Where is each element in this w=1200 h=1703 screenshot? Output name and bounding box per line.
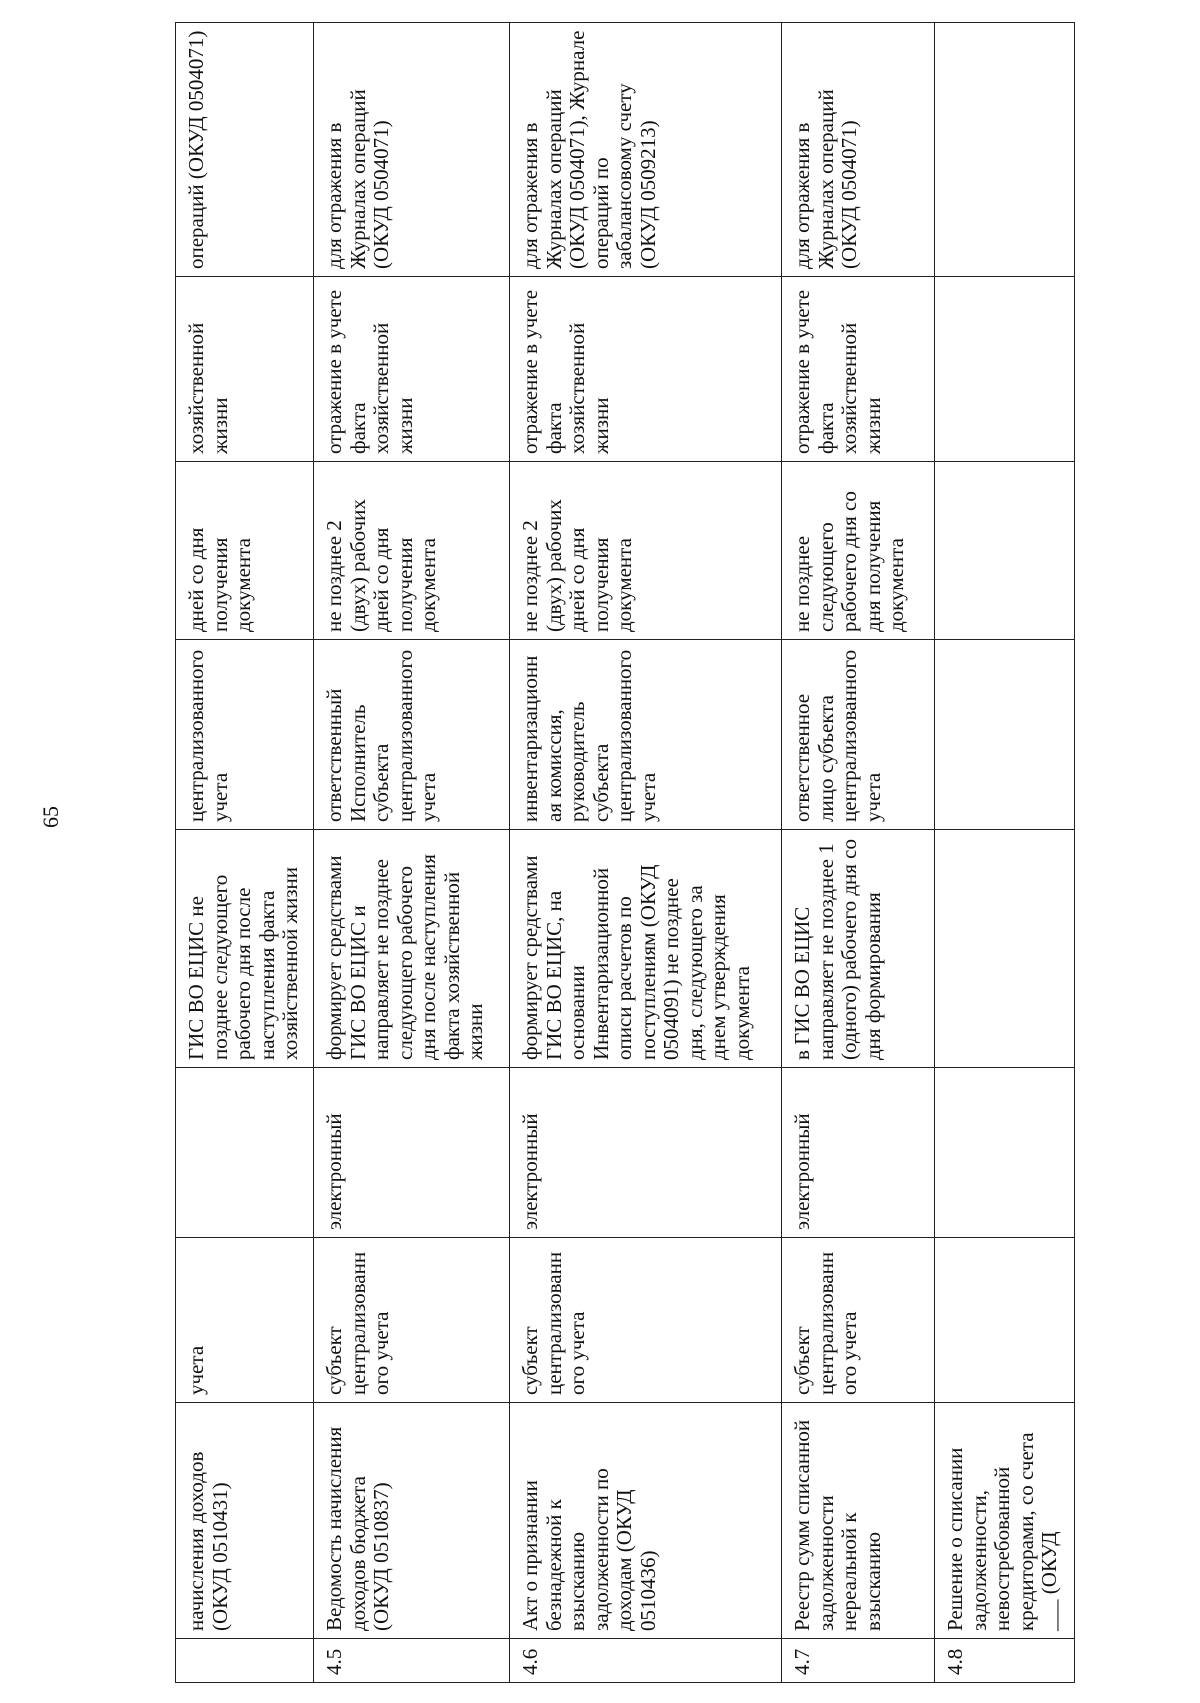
document-name-cell: Решение о списании задолженности, невостребованной кредиторами, со счета ___ (ОКУД [935,1403,1075,1639]
deadline-cell: не позднее следующего рабочего дня со дня получения документа [782,462,935,640]
row-number-cell: 4.5 [314,1639,510,1683]
procedure-cell: формирует средствами ГИС ВО ЕЦИС, на основании Инвентаризационной описи расчетов по поступлениям (ОКУД 0504091) не позднее дня, следующего за днем утверждения документа [510,830,782,1068]
recipient-cell: централизованного учета [176,640,314,830]
form-cell: электронный [314,1068,510,1238]
purpose-cell: отражение в учете факта хозяйственной жизни [782,277,935,462]
procedure-cell: ГИС ВО ЕЦИС не позднее следующего рабочего дня после наступления факта хозяйственной жизни [176,830,314,1068]
registers-cell: для отражения в Журналах операций (ОКУД 0504071) [782,23,935,277]
deadline-cell [935,462,1075,640]
table-row [782,23,935,1683]
form-cell [935,1068,1075,1238]
purpose-cell: отражение в учете факта хозяйственной жизни [314,277,510,462]
document-name-cell: начисления доходов (ОКУД 0510431) [176,1403,314,1639]
procedure-cell [935,830,1075,1068]
form-cell [176,1068,314,1238]
table-body [176,23,1075,1683]
composer-cell: субъект централизованного учета [782,1238,935,1403]
composer-cell: учета [176,1238,314,1403]
table-row [314,23,510,1683]
page-number: 65 [38,806,63,828]
registers-cell: для отражения в Журналах операций (ОКУД 0504071) [314,23,510,277]
deadline-cell: не позднее 2 (двух) рабочих дней со дня получения документа [314,462,510,640]
table-row [510,23,782,1683]
purpose-cell [935,277,1075,462]
recipient-cell [935,640,1075,830]
procedure-cell: формирует средствами ГИС ВО ЕЦИС и направляет не позднее следующего рабочего дня после наступления факта хозяйственной жизни [314,830,510,1068]
row-number-cell: 4.8 [935,1639,1075,1683]
document-name-cell: Ведомость начисления доходов бюджета (ОКУД 0510837) [314,1403,510,1639]
row-number-cell: 4.6 [510,1639,782,1683]
deadline-cell: не позднее 2 (двух) рабочих дней со дня получения документа [510,462,782,640]
recipient-cell: ответственный Исполнитель субъекта централизованного учета [314,640,510,830]
document-name-cell: Реестр сумм списанной задолженности нереальной к взысканию [782,1403,935,1639]
composer-cell: субъект централизованного учета [314,1238,510,1403]
form-cell: электронный [510,1068,782,1238]
document-name-cell: Акт о признании безнадежной к взысканию задолженности по доходам (ОКУД 0510436) [510,1403,782,1639]
table-row [935,23,1075,1683]
purpose-cell: хозяйственной жизни [176,277,314,462]
recipient-cell: инвентаризационная комиссия, руководитель субъекта централизованного учета [510,640,782,830]
row-number-cell: 4.7 [782,1639,935,1683]
recipient-cell: ответственное лицо субъекта централизованного учета [782,640,935,830]
row-number-cell [176,1639,314,1683]
purpose-cell: отражение в учете факта хозяйственной жизни [510,277,782,462]
document-table [175,22,1075,1683]
registers-cell [935,23,1075,277]
deadline-cell: дней со дня получения документа [176,462,314,640]
registers-cell: для отражения в Журналах операций (ОКУД 0504071), Журнале операций по забалансовому счету (ОКУД 0509213) [510,23,782,277]
registers-cell: операций (ОКУД 0504071) [176,23,314,277]
composer-cell [935,1238,1075,1403]
table-row [176,23,314,1683]
composer-cell: субъект централизованного учета [510,1238,782,1403]
rotated-page-content [175,23,1074,1683]
form-cell: электронный [782,1068,935,1238]
procedure-cell: в ГИС ВО ЕЦИС направляет не позднее 1 (одного) рабочего дня со дня формирования [782,830,935,1068]
